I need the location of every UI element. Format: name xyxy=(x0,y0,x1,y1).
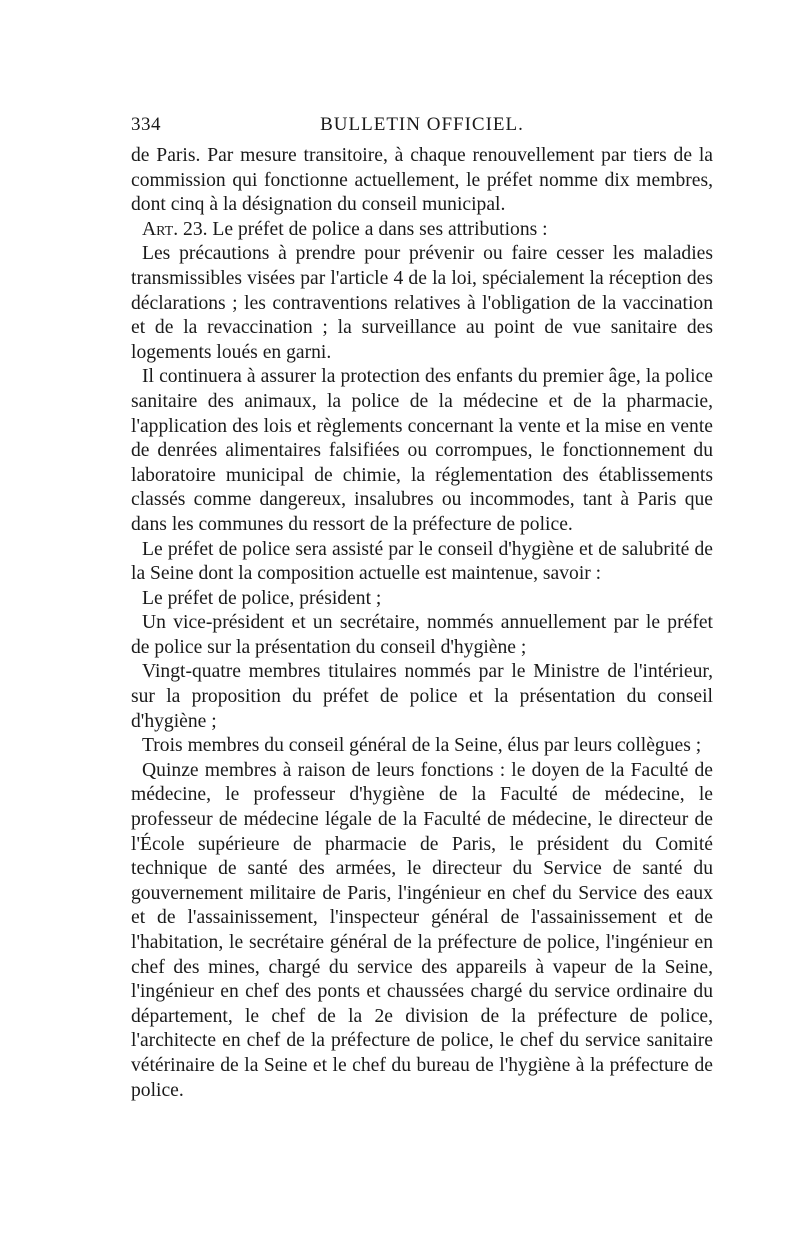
list-item: Le préfet de police, président ; xyxy=(142,587,382,609)
paragraph-continuation: de Paris. Par mesure transitoire, à chaque renouvellement par tiers de la commission qui fonctionne actuellement, le préfet nomme dix membres, dont cinq à la désignation du conseil municipal. xyxy=(131,145,713,216)
article-number: 23. xyxy=(183,218,208,240)
running-head xyxy=(131,114,713,144)
list-item: Un vice-président et un secrétaire, nommés annuellement par le préfet de police sur la présentation du conseil d'hygiène ; xyxy=(131,612,713,658)
list-item: Quinze membres à raison de leurs fonctions : le doyen de la Faculté de médecine, le professeur d'hygiène de la Faculté de médecine, le professeur de médecine légale de la Faculté de médecine, le directeur de l'École supérieure de pharmacie de Paris, le président du Comité technique de santé des armées, le directeur du Service de santé du gouvernement militaire de Paris, l'ingénieur en chef du Service des eaux et de l'assainissement, l'inspecteur général de l'assainissement et de l'habitation, le secrétaire général de la préfecture de police, l'ingénieur en chef des mines, chargé du service des appareils à vapeur de la Seine, l'ingénieur en chef des ponts et chaussées chargé du service ordinaire du département, le chef de la 2e division de la préfecture de police, l'architecte en chef de la préfecture de police, le chef du service sanitaire vétérinaire de la Seine et le chef du bureau de l'hygiène à la préfecture de police. xyxy=(131,759,713,1101)
article-label: Art. xyxy=(142,218,179,240)
article-text: Le préfet de police a dans ses attributions : xyxy=(212,218,548,240)
paragraph: Il continuera à assurer la protection des enfants du premier âge, la police sanitaire des animaux, la police de la médecine et de la pharmacie, l'application des lois et règlements concernant la vente et la mise en vente de denrées alimentaires falsifiées ou corrompues, le fonctionnement du laboratoire municipal de chimie, la réglementation des établissements classés comme dangereux, insalubres ou incommodes, tant à Paris que dans les communes du ressort de la préfecture de police. xyxy=(131,366,713,535)
article-heading xyxy=(131,218,713,243)
list-item: Vingt-quatre membres titulaires nommés par le Ministre de l'intérieur, sur la proposition du préfet de police et la présentation du conseil d'hygiène ; xyxy=(131,661,713,732)
running-title: BULLETIN OFFICIEL. xyxy=(320,114,524,135)
list-item: Trois membres du conseil général de la Seine, élus par leurs collègues ; xyxy=(142,735,702,757)
paragraph: Le préfet de police sera assisté par le conseil d'hygiène et de salubrité de la Seine dont la composition actuelle est maintenue, savoir : xyxy=(131,538,713,585)
document-page xyxy=(131,114,713,1103)
paragraph: Les précautions à prendre pour prévenir ou faire cesser les maladies transmissibles visées par l'article 4 de la loi, spécialement la réception des déclarations ; les contraventions relatives à l'obligation de la vaccination et de la revaccination ; la surveillance au point de vue sanitaire des logements loués en garni. xyxy=(131,243,713,363)
page-number: 334 xyxy=(131,114,161,135)
body-text xyxy=(131,144,713,1103)
